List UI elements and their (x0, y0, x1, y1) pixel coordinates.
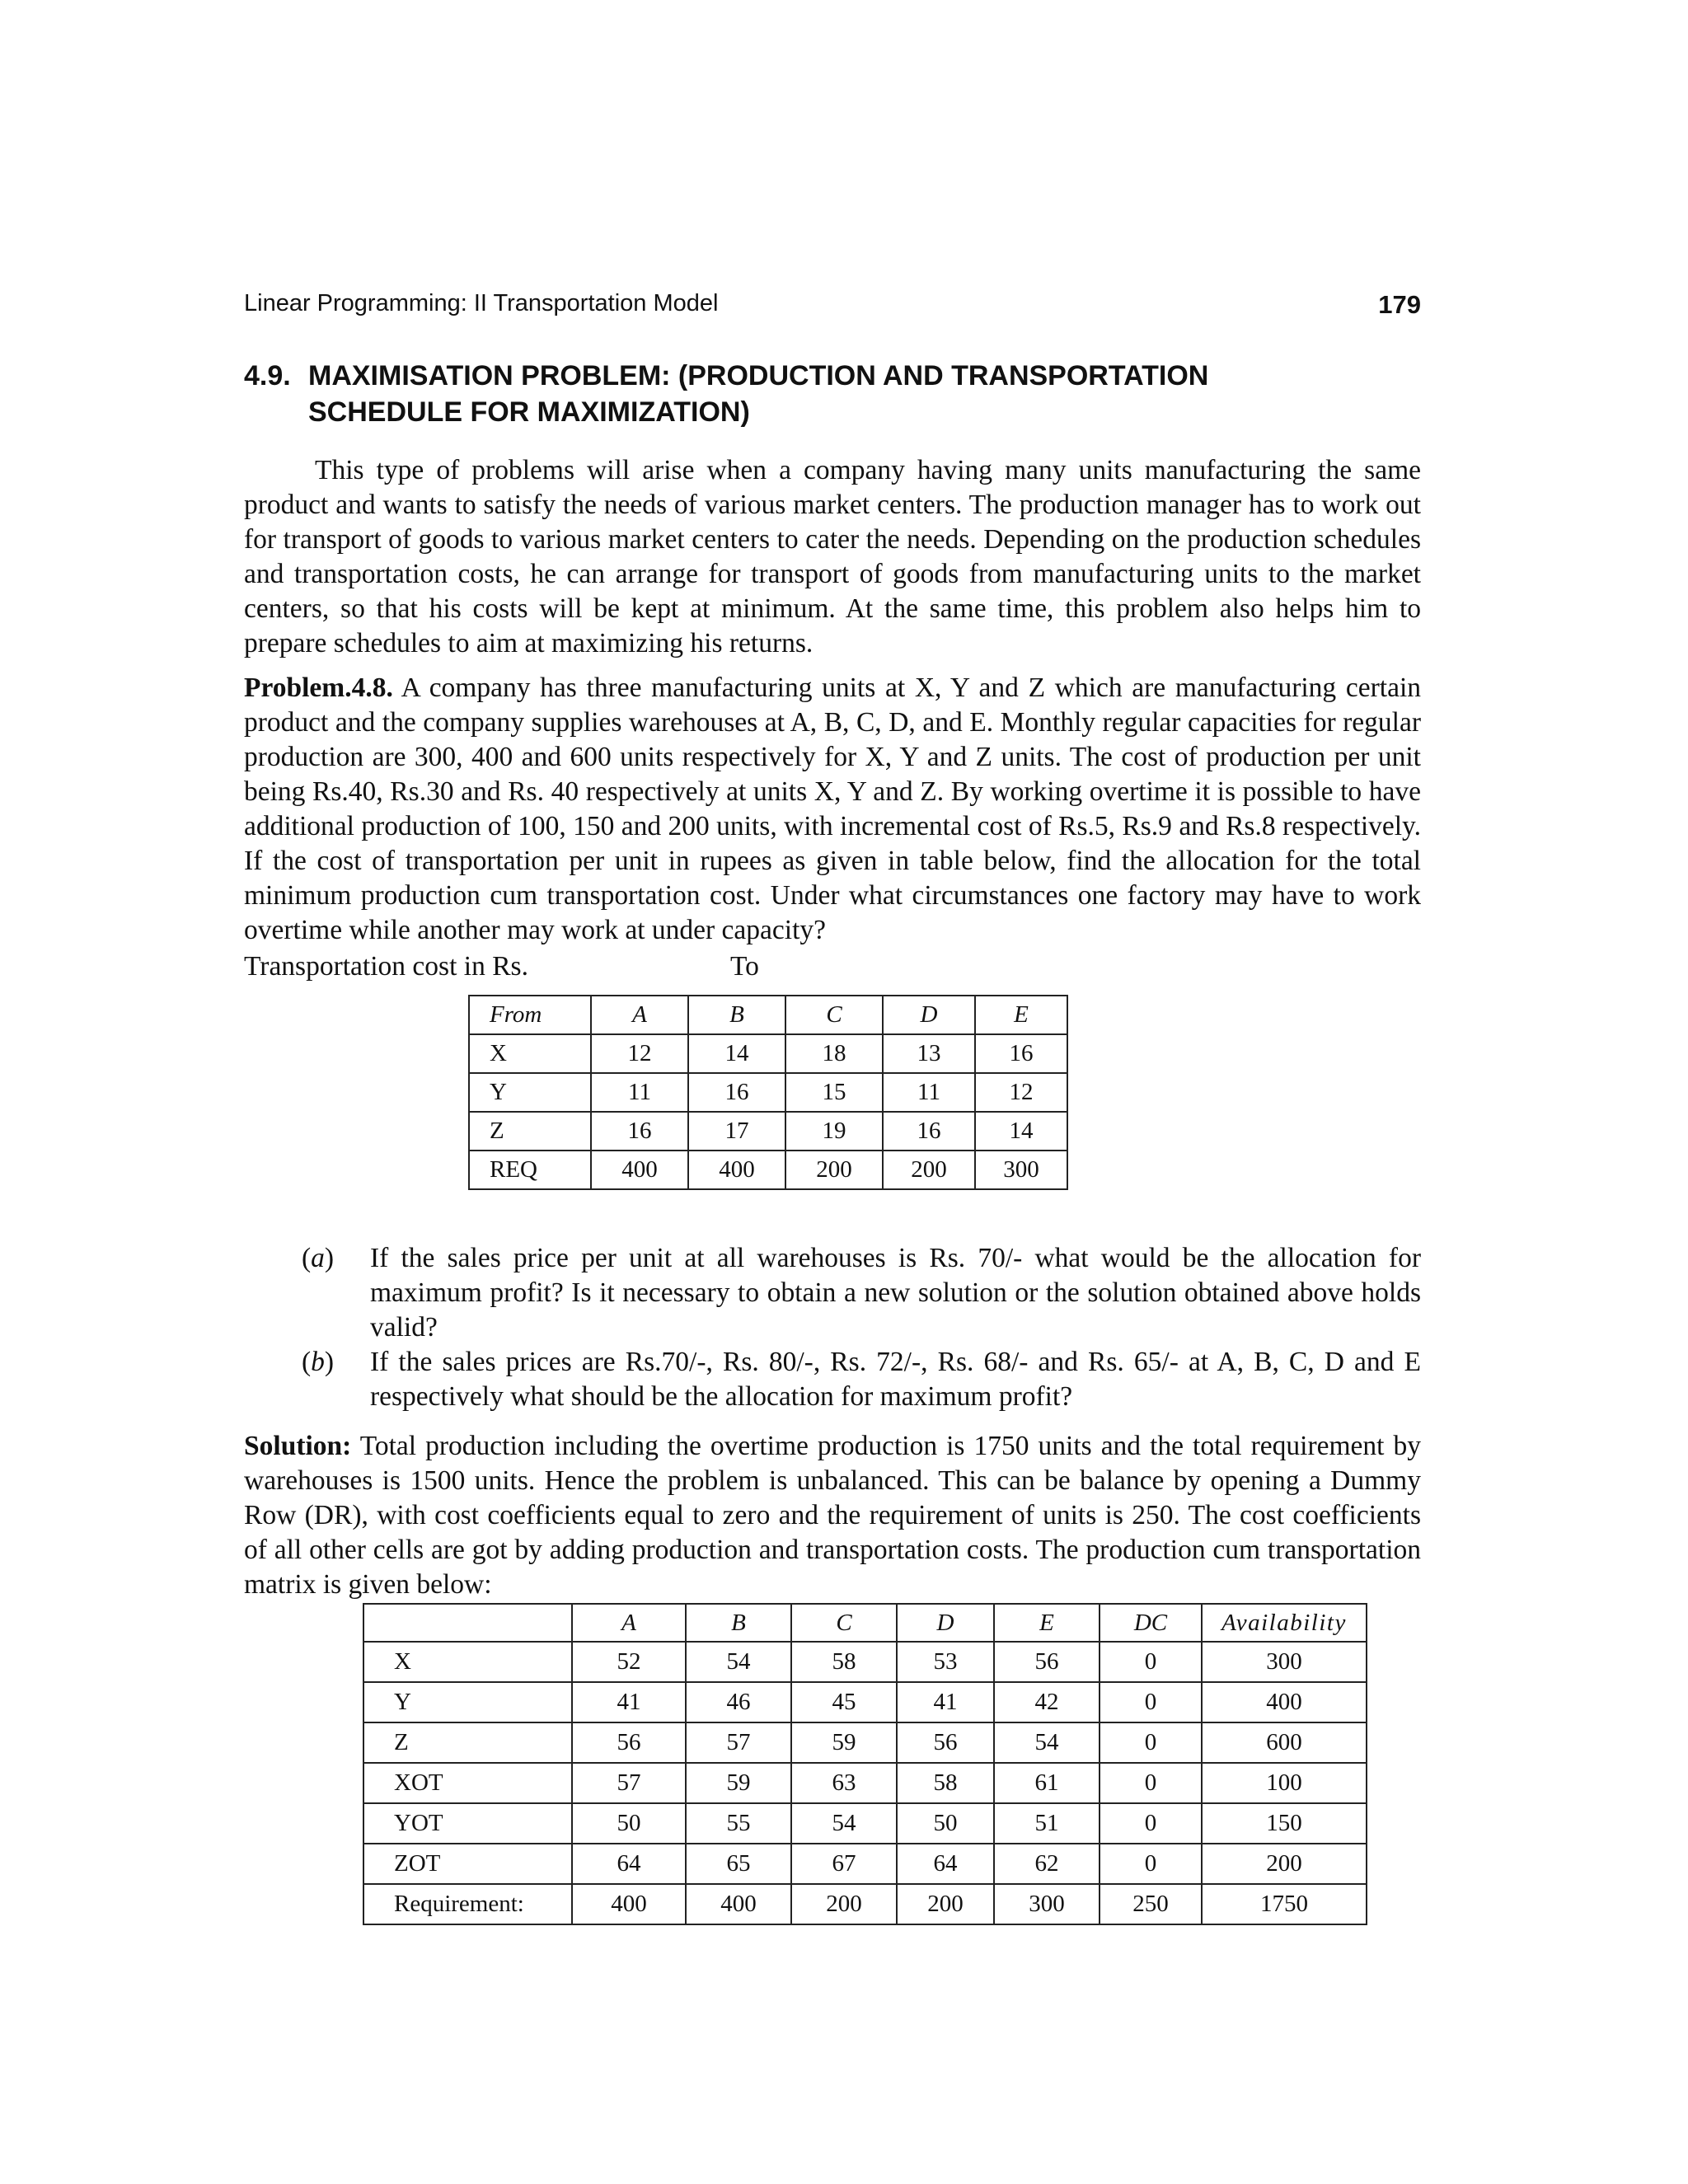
table-cell: 64 (572, 1844, 686, 1884)
solution-paragraph (244, 1429, 1421, 1602)
table-cell: 0 (1100, 1763, 1202, 1803)
list-item-text: If the sales price per unit at all warehouses is Rs. 70/- what would be the allocation for maximum profit? Is it necessary to obtain a new solution or the solution obtained above holds valid? (370, 1243, 1421, 1343)
table-cell: 0 (1100, 1642, 1202, 1682)
table-cell: 57 (686, 1722, 791, 1763)
table-cell: 200 (883, 1151, 975, 1189)
header-cell: D (897, 1604, 994, 1642)
table-cell: 56 (897, 1722, 994, 1763)
table-cell: 55 (686, 1803, 791, 1844)
row-label-cell: YOT (363, 1803, 572, 1844)
table-cell: 42 (994, 1682, 1100, 1722)
list-item (244, 1241, 1421, 1345)
table-cell: 12 (975, 1073, 1067, 1112)
row-label-cell: Z (469, 1112, 591, 1151)
table-cell: 67 (791, 1844, 897, 1884)
table-cell: 0 (1100, 1722, 1202, 1763)
table-row (469, 1073, 1067, 1112)
row-label-cell: X (469, 1034, 591, 1073)
table-header-row (469, 996, 1067, 1034)
table-cell: 56 (572, 1722, 686, 1763)
table-cell: 12 (591, 1034, 688, 1073)
table-cell: 600 (1202, 1722, 1367, 1763)
table-cell: 16 (883, 1112, 975, 1151)
table-cell: 54 (791, 1803, 897, 1844)
table-cell: 62 (994, 1844, 1100, 1884)
header-cell: E (975, 996, 1067, 1034)
header-cell: C (791, 1604, 897, 1642)
table-cell: 19 (785, 1112, 883, 1151)
table-cell: 51 (994, 1803, 1100, 1844)
table-cell: 300 (994, 1884, 1100, 1924)
table-cell: 150 (1202, 1803, 1367, 1844)
table-cell: 50 (897, 1803, 994, 1844)
solution-text: Total production including the overtime production is 1750 units and the total requirement by warehouses is 1500 units. Hence the problem is unbalanced. This can be balance by opening a Dummy Row (DR), with cost coefficients equal to zero and the requirement of units is 250. The cost coefficients of all other cells are got by adding production and transportation costs. The production cum transportation matrix is given below: (244, 1431, 1421, 1600)
table-cell: 300 (1202, 1642, 1367, 1682)
problem-text: A company has three manufacturing units at X, Y and Z which are manufacturing certain product and the company supplies warehouses at A, B, C, D, and E. Monthly regular capacities for regular production are 300, 400 and 600 units respectively for X, Y and Z units. The cost of production per unit being Rs.40, Rs.30 and Rs. 40 respectively at units X, Y and Z. By working overtime it is possible to have additional production of 100, 150 and 200 units, with incremental cost of Rs.5, Rs.9 and Rs.8 respectively. If the cost of transportation per unit in rupees as given in table below, find the allocation for the total minimum production cum transportation cost. Under what circumstances one factory may have to work overtime while another may work at under capacity? (244, 673, 1421, 945)
table-cell: 1750 (1202, 1884, 1367, 1924)
cost-caption-to: To (730, 951, 759, 982)
table-cell: 56 (994, 1642, 1100, 1682)
list-item-label: (a) (302, 1243, 335, 1273)
header-cell: B (688, 996, 785, 1034)
table-cell: 61 (994, 1763, 1100, 1803)
header-cell: E (994, 1604, 1100, 1642)
table-cell: 0 (1100, 1803, 1202, 1844)
row-label-cell: REQ (469, 1151, 591, 1189)
table-cell: 54 (686, 1642, 791, 1682)
row-label-cell: Requirement: (363, 1884, 572, 1924)
list-item (244, 1345, 1421, 1414)
running-head-title: Linear Programming: II Transportation Model (244, 290, 719, 316)
table-cell: 17 (688, 1112, 785, 1151)
table-cell: 16 (591, 1112, 688, 1151)
table-row (469, 1034, 1067, 1073)
transportation-cost-table (468, 995, 1068, 1190)
table-cell: 200 (791, 1884, 897, 1924)
problem-label: Problem.4.8. (244, 673, 393, 703)
running-head (244, 290, 1421, 326)
table-cell: 400 (572, 1884, 686, 1924)
table-cell: 16 (688, 1073, 785, 1112)
row-label-cell: Y (469, 1073, 591, 1112)
row-label-cell: Z (363, 1722, 572, 1763)
table-row (469, 1112, 1067, 1151)
section-heading (244, 358, 1431, 430)
solution-label: Solution: (244, 1431, 352, 1461)
table-cell: 57 (572, 1763, 686, 1803)
table-cell: 16 (975, 1034, 1067, 1073)
production-transportation-matrix (363, 1603, 1367, 1925)
problem-paragraph (244, 671, 1421, 948)
table-cell: 18 (785, 1034, 883, 1073)
table-cell: 0 (1100, 1682, 1202, 1722)
question-list (244, 1241, 1421, 1414)
table-cell: 41 (897, 1682, 994, 1722)
table-cell: 200 (785, 1151, 883, 1189)
table-cell: 400 (688, 1151, 785, 1189)
table-row (363, 1642, 1367, 1682)
table-cell: 100 (1202, 1763, 1367, 1803)
table-row (363, 1722, 1367, 1763)
table-cell: 54 (994, 1722, 1100, 1763)
section-title-line1: MAXIMISATION PROBLEM: (PRODUCTION AND TRANSPORTATION (308, 360, 1209, 391)
section-number: 4.9. (244, 360, 291, 391)
row-label-cell: ZOT (363, 1844, 572, 1884)
cost-table-caption (244, 949, 1421, 984)
table-cell: 53 (897, 1642, 994, 1682)
table-cell: 250 (1100, 1884, 1202, 1924)
table-cell: 58 (791, 1642, 897, 1682)
table-header-row (363, 1604, 1367, 1642)
table-row (363, 1884, 1367, 1924)
table-cell: 14 (688, 1034, 785, 1073)
table-cell: 400 (591, 1151, 688, 1189)
table-cell: 45 (791, 1682, 897, 1722)
table-cell: 15 (785, 1073, 883, 1112)
table-cell: 200 (897, 1884, 994, 1924)
page-number: 179 (1378, 290, 1421, 319)
table-cell: 200 (1202, 1844, 1367, 1884)
table-cell: 58 (897, 1763, 994, 1803)
table-cell: 300 (975, 1151, 1067, 1189)
row-label-cell: XOT (363, 1763, 572, 1803)
row-label-cell: Y (363, 1682, 572, 1722)
table-cell: 64 (897, 1844, 994, 1884)
table-row (469, 1151, 1067, 1189)
table-cell: 41 (572, 1682, 686, 1722)
header-cell: B (686, 1604, 791, 1642)
table-row (363, 1682, 1367, 1722)
list-item-label: (b) (302, 1347, 335, 1377)
table-cell: 46 (686, 1682, 791, 1722)
table-cell: 11 (883, 1073, 975, 1112)
table-cell: 63 (791, 1763, 897, 1803)
header-cell: A (572, 1604, 686, 1642)
section-title-line2: SCHEDULE FOR MAXIMIZATION) (308, 396, 750, 428)
table-cell: 400 (1202, 1682, 1367, 1722)
table-row (363, 1844, 1367, 1884)
table-row (363, 1803, 1367, 1844)
table-cell: 11 (591, 1073, 688, 1112)
list-item-text: If the sales prices are Rs.70/-, Rs. 80/-, Rs. 72/-, Rs. 68/- and Rs. 65/- at A, B, C, D and E respectively what should be the allocation for maximum profit? (370, 1347, 1421, 1412)
header-cell (363, 1604, 572, 1642)
header-cell: Availability (1202, 1604, 1367, 1642)
table-cell: 50 (572, 1803, 686, 1844)
table-row (363, 1763, 1367, 1803)
intro-paragraph: This type of problems will arise when a company having many units manufacturing the same product and wants to satisfy the needs of various market centers. The production manager has to work out for transport of goods to various market centers to cater the needs. Depending on the production schedules and transportation costs, he can arrange for transport of goods from manufacturing units to the market centers, so that his costs will be kept at minimum. At the same time, this problem also helps him to prepare schedules to aim at maximizing his returns. (244, 455, 1421, 658)
table-cell: 59 (686, 1763, 791, 1803)
header-cell: D (883, 996, 975, 1034)
header-cell: A (591, 996, 688, 1034)
header-cell: DC (1100, 1604, 1202, 1642)
table-cell: 13 (883, 1034, 975, 1073)
table-cell: 65 (686, 1844, 791, 1884)
table-cell: 59 (791, 1722, 897, 1763)
header-cell: From (469, 996, 591, 1034)
table-cell: 52 (572, 1642, 686, 1682)
table-cell: 400 (686, 1884, 791, 1924)
header-cell: C (785, 996, 883, 1034)
cost-caption-left: Transportation cost in Rs. (244, 951, 528, 982)
row-label-cell: X (363, 1642, 572, 1682)
table-cell: 14 (975, 1112, 1067, 1151)
table-cell: 0 (1100, 1844, 1202, 1884)
